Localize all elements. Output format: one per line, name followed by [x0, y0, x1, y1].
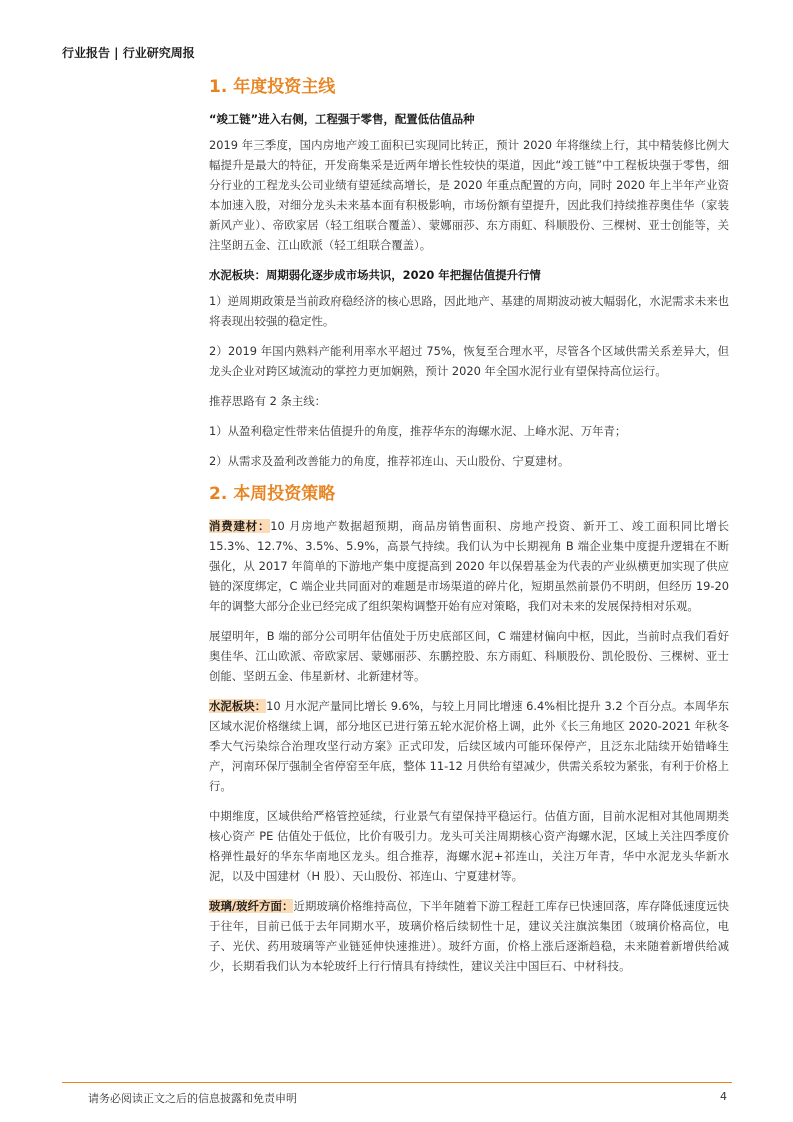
main-content	[209, 74, 729, 986]
midterm-paragraph: 中期维度，区域供给严格管控延续，行业景气有望保持平稳运行。估值方面，目前水泥相对其他周期类核心资产 PE 估值处于低位，比价有吸引力。龙头可关注周期核心资产海螺水泥，区域上关注四季度价格弹性最好的华东华南地区龙头。组合推荐，海螺水泥+祁连山，关注万年青，华中水泥龙头华新水泥，以及中国建材（H 股）、天山股份、祁连山、宁夏建材等。	[209, 809, 729, 883]
section-1-title: 1. 年度投资主线	[209, 77, 336, 97]
section-1-subtitle-2: 水泥板块：周期弱化逐步成市场共识，2020 年把握估值提升行情	[209, 268, 541, 282]
section-1-paragraph-5: 1）从盈利稳定性带来估值提升的角度，推荐华东的海螺水泥、上峰水泥、万年青；	[209, 424, 627, 438]
footer-disclaimer: 请务必阅读正文之后的信息披露和免责申明	[88, 1092, 297, 1105]
section-2-title: 2. 本周投资策略	[209, 484, 336, 504]
cement-text: 10 月水泥产量同比增长 9.6%，与较上月同比增速 6.4%相比提升 3.2 个百分点。本周华东区域水泥价格继续上调，部分地区已进行第五轮水泥价格上调，此外《长三角地区 2020-2021 年秋冬季大气污染综合治理攻坚行动方案》正式印发，后续区域内可能环保停产，且泛东北陆续开始错峰生产，河南环保厅强制全省停窑至年底，整体 11-12 月供给有望减少，供需关系较为紧张，有利于价格上行。	[209, 699, 729, 793]
section-1-paragraph-3: 2）2019 年国内熟料产能利用率水平超过 75%，恢复至合理水平，尽管各个区域供需关系差异大，但龙头企业对跨区域流动的掌控力更加娴熟，预计 2020 年全国水泥行业有望保持高位运行。	[209, 344, 729, 378]
section-1-paragraph-1: 2019 年三季度，国内房地产竣工面积已实现同比转正，预计 2020 年将继续上行，其中精装修比例大幅提升是最大的特征，开发商集采是近两年增长性较快的渠道，因此“竣工链”中工程板块强于零售，细分行业的工程龙头公司业绩有望延续高增长，是 2020 年重点配置的方向，同时 2020 年上半年产业资本加速入股，对细分龙头未来基本面有积极影响，市场份额有望提升，因此我们持续推荐奥佳华（家装新风产业）、帝欧家居（轻工组联合覆盖）、蒙娜丽莎、东方雨虹、科顺股份、三棵树、亚士创能等，关注坚朗五金、江山欧派（轻工组联合覆盖）。	[209, 138, 729, 252]
consumer-materials-text: 10 月房地产数据超预期，商品房销售面积、房地产投资、新开工、竣工面积同比增长 15.3%、12.7%、3.5%、5.9%，高景气持续。我们认为中长期视角 B 端企业集中度提升逻辑在不断强化，从 2017 年简单的下游地产集中度提高到 2020 年以保碧基金为代表的产业纵横更加实现了供应链的深度绑定，C 端企业共同面对的难题是市场渠道的碎片化，短期虽然前景仍不明朗，但经历 19-20 年的调整大部分企业已经完成了组织架构调整开始有应对策略，我们对未来的发展保持相对乐观。	[209, 519, 729, 613]
glass-leadin: 玻璃/玻纤方面：	[209, 899, 294, 913]
section-1-paragraph-2: 1）逆周期政策是当前政府稳经济的核心思路，因此地产、基建的周期波动被大幅弱化，水泥需求未来也将表现出较强的稳定性。	[209, 294, 729, 328]
section-1-subtitle-1: “竣工链”进入右侧，工程强于零售，配置低估值品种	[209, 112, 475, 126]
section-1-paragraph-4: 推荐思路有 2 条主线：	[209, 394, 327, 408]
section-1-paragraph-6: 2）从需求及盈利改善能力的角度，推荐祁连山、天山股份、宁夏建材。	[209, 454, 570, 468]
page-number: 4	[720, 1090, 727, 1103]
consumer-materials-paragraph	[209, 516, 729, 616]
cement-paragraph	[209, 696, 729, 796]
glass-paragraph	[209, 896, 729, 976]
footer-divider	[62, 1082, 732, 1083]
cement-leadin: 水泥板块：	[209, 699, 267, 713]
outlook-paragraph: 展望明年，B 端的部分公司明年估值处于历史底部区间，C 端建材偏向中枢，因此，当前时点我们看好奥佳华、江山欧派、帝欧家居、蒙娜丽莎、东鹏控股、东方雨虹、科顺股份、凯伦股份、三棵树、亚士创能、坚朗五金、伟星新材、北新建材等。	[209, 629, 729, 683]
consumer-materials-leadin: 消费建材：	[209, 519, 271, 533]
glass-text: 近期玻璃价格维持高位，下半年随着下游工程赶工库存已快速回落，库存降低速度远快于往年，目前已低于去年同期水平，玻璃价格后续韧性十足，建议关注旗滨集团（玻璃价格高位，电子、光伏、药用玻璃等产业链延伸快速推进）。玻纤方面，价格上涨后逐渐趋稳，未来随着新增供给减少，长期看我们认为本轮玻纤上行行情具有持续性，建议关注中国巨石、中材科技。	[209, 899, 729, 973]
report-header: 行业报告 | 行业研究周报	[62, 46, 195, 60]
